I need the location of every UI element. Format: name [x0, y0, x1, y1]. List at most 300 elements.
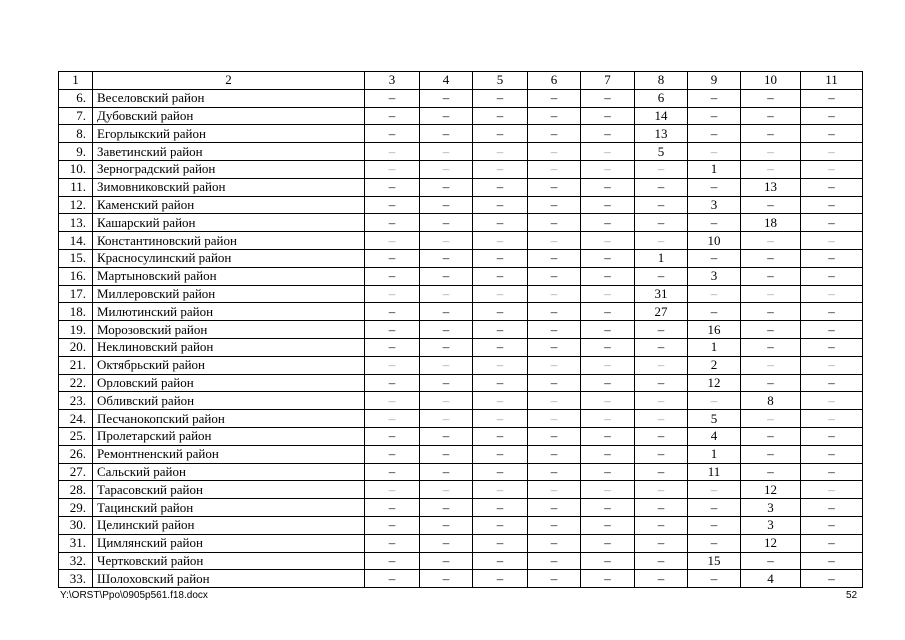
- table-row: [59, 427, 863, 445]
- district-name: Зерноградский район: [93, 160, 365, 178]
- value-cell: –: [473, 356, 528, 374]
- value-cell: –: [581, 499, 635, 517]
- value-cell: –: [473, 249, 528, 267]
- table-row: [59, 89, 863, 107]
- value-cell: –: [420, 374, 473, 392]
- district-name: Мартыновский район: [93, 267, 365, 285]
- value-cell: –: [365, 570, 420, 588]
- value-cell: –: [688, 125, 741, 143]
- value-cell: –: [741, 356, 801, 374]
- value-cell: –: [473, 196, 528, 214]
- value-cell: –: [528, 570, 581, 588]
- district-name: Пролетарский район: [93, 427, 365, 445]
- value-cell: –: [473, 534, 528, 552]
- value-cell: 4: [688, 427, 741, 445]
- district-name: Милютинский район: [93, 303, 365, 321]
- value-cell: –: [688, 499, 741, 517]
- value-cell: –: [581, 232, 635, 250]
- value-cell: –: [420, 427, 473, 445]
- table-row: [59, 143, 863, 161]
- value-cell: –: [581, 267, 635, 285]
- value-cell: –: [581, 374, 635, 392]
- value-cell: –: [688, 534, 741, 552]
- value-cell: –: [801, 481, 863, 499]
- table-row: [59, 125, 863, 143]
- district-name: Морозовский район: [93, 321, 365, 339]
- value-cell: –: [365, 125, 420, 143]
- value-cell: –: [365, 392, 420, 410]
- row-number: 18.: [59, 303, 93, 321]
- table-row: [59, 303, 863, 321]
- row-number: 9.: [59, 143, 93, 161]
- row-number: 16.: [59, 267, 93, 285]
- value-cell: –: [635, 267, 688, 285]
- value-cell: –: [635, 463, 688, 481]
- row-number: 22.: [59, 374, 93, 392]
- value-cell: –: [635, 534, 688, 552]
- row-number: 27.: [59, 463, 93, 481]
- value-cell: –: [741, 89, 801, 107]
- value-cell: –: [688, 214, 741, 232]
- value-cell: –: [528, 125, 581, 143]
- value-cell: –: [741, 445, 801, 463]
- value-cell: –: [420, 356, 473, 374]
- value-cell: 1: [688, 160, 741, 178]
- value-cell: –: [420, 463, 473, 481]
- table-body: [59, 72, 863, 588]
- value-cell: 1: [635, 249, 688, 267]
- value-cell: –: [473, 107, 528, 125]
- value-cell: –: [801, 249, 863, 267]
- value-cell: –: [420, 178, 473, 196]
- value-cell: –: [365, 534, 420, 552]
- value-cell: –: [741, 232, 801, 250]
- value-cell: –: [420, 570, 473, 588]
- table-row: [59, 267, 863, 285]
- value-cell: –: [635, 232, 688, 250]
- value-cell: –: [581, 570, 635, 588]
- table-row: [59, 481, 863, 499]
- value-cell: –: [420, 392, 473, 410]
- value-cell: –: [688, 249, 741, 267]
- value-cell: –: [741, 143, 801, 161]
- value-cell: –: [581, 249, 635, 267]
- row-number: 13.: [59, 214, 93, 232]
- district-name: Орловский район: [93, 374, 365, 392]
- table-row: [59, 196, 863, 214]
- table-row: [59, 499, 863, 517]
- district-name: Шолоховский район: [93, 570, 365, 588]
- value-cell: –: [473, 285, 528, 303]
- value-cell: –: [688, 481, 741, 499]
- table-row: [59, 552, 863, 570]
- value-cell: –: [420, 410, 473, 428]
- value-cell: –: [741, 321, 801, 339]
- value-cell: –: [365, 410, 420, 428]
- value-cell: –: [528, 374, 581, 392]
- value-cell: –: [473, 410, 528, 428]
- value-cell: –: [365, 321, 420, 339]
- value-cell: –: [528, 392, 581, 410]
- district-name: Октябрьский район: [93, 356, 365, 374]
- district-name: Целинский район: [93, 516, 365, 534]
- value-cell: –: [801, 570, 863, 588]
- value-cell: 27: [635, 303, 688, 321]
- value-cell: –: [365, 285, 420, 303]
- value-cell: –: [688, 107, 741, 125]
- column-header: 2: [93, 72, 365, 90]
- district-name: Тарасовский район: [93, 481, 365, 499]
- value-cell: 14: [635, 107, 688, 125]
- value-cell: –: [581, 338, 635, 356]
- value-cell: –: [581, 196, 635, 214]
- value-cell: –: [635, 410, 688, 428]
- value-cell: –: [528, 463, 581, 481]
- row-number: 8.: [59, 125, 93, 143]
- value-cell: –: [473, 89, 528, 107]
- value-cell: –: [581, 321, 635, 339]
- table-row: [59, 249, 863, 267]
- value-cell: –: [473, 516, 528, 534]
- district-name: Ремонтненский район: [93, 445, 365, 463]
- district-name: Зимовниковский район: [93, 178, 365, 196]
- row-number: 7.: [59, 107, 93, 125]
- value-cell: –: [801, 338, 863, 356]
- row-number: 24.: [59, 410, 93, 428]
- value-cell: –: [741, 267, 801, 285]
- value-cell: –: [420, 534, 473, 552]
- value-cell: –: [365, 178, 420, 196]
- value-cell: –: [528, 552, 581, 570]
- value-cell: –: [528, 160, 581, 178]
- value-cell: –: [741, 427, 801, 445]
- value-cell: –: [801, 143, 863, 161]
- value-cell: –: [365, 445, 420, 463]
- value-cell: –: [581, 303, 635, 321]
- table-row: [59, 178, 863, 196]
- column-header: 3: [365, 72, 420, 90]
- value-cell: –: [688, 303, 741, 321]
- value-cell: –: [365, 143, 420, 161]
- district-name: Чертковский район: [93, 552, 365, 570]
- value-cell: –: [581, 178, 635, 196]
- column-header: 1: [59, 72, 93, 90]
- table-row: [59, 516, 863, 534]
- table-row: [59, 534, 863, 552]
- value-cell: 3: [688, 196, 741, 214]
- value-cell: –: [365, 267, 420, 285]
- value-cell: –: [635, 321, 688, 339]
- row-number: 30.: [59, 516, 93, 534]
- district-name: Заветинский район: [93, 143, 365, 161]
- value-cell: –: [473, 481, 528, 499]
- district-name: Сальский район: [93, 463, 365, 481]
- value-cell: –: [581, 534, 635, 552]
- value-cell: 15: [688, 552, 741, 570]
- value-cell: 11: [688, 463, 741, 481]
- value-cell: –: [365, 338, 420, 356]
- district-table: [58, 71, 863, 588]
- table-row: [59, 570, 863, 588]
- value-cell: –: [365, 463, 420, 481]
- table-row: [59, 338, 863, 356]
- value-cell: –: [473, 178, 528, 196]
- value-cell: –: [365, 107, 420, 125]
- value-cell: –: [635, 196, 688, 214]
- value-cell: 5: [688, 410, 741, 428]
- district-name: Красносулинский район: [93, 249, 365, 267]
- value-cell: –: [473, 232, 528, 250]
- value-cell: –: [473, 552, 528, 570]
- value-cell: –: [420, 160, 473, 178]
- value-cell: –: [801, 303, 863, 321]
- row-number: 6.: [59, 89, 93, 107]
- value-cell: –: [801, 463, 863, 481]
- value-cell: –: [741, 285, 801, 303]
- row-number: 11.: [59, 178, 93, 196]
- value-cell: –: [801, 356, 863, 374]
- value-cell: –: [688, 285, 741, 303]
- value-cell: –: [635, 445, 688, 463]
- value-cell: 3: [741, 499, 801, 517]
- value-cell: –: [801, 427, 863, 445]
- value-cell: –: [801, 499, 863, 517]
- value-cell: –: [420, 552, 473, 570]
- value-cell: 13: [635, 125, 688, 143]
- value-cell: –: [473, 338, 528, 356]
- value-cell: –: [473, 160, 528, 178]
- value-cell: –: [420, 285, 473, 303]
- value-cell: –: [801, 534, 863, 552]
- district-name: Дубовский район: [93, 107, 365, 125]
- value-cell: –: [420, 445, 473, 463]
- table-row: [59, 356, 863, 374]
- value-cell: –: [581, 445, 635, 463]
- table-row: [59, 374, 863, 392]
- table-row: [59, 321, 863, 339]
- value-cell: –: [528, 214, 581, 232]
- page-number: 52: [846, 590, 858, 601]
- value-cell: 12: [741, 481, 801, 499]
- value-cell: –: [801, 410, 863, 428]
- value-cell: 16: [688, 321, 741, 339]
- value-cell: –: [801, 445, 863, 463]
- value-cell: –: [365, 214, 420, 232]
- value-cell: 12: [688, 374, 741, 392]
- value-cell: –: [473, 427, 528, 445]
- value-cell: –: [420, 249, 473, 267]
- value-cell: –: [801, 178, 863, 196]
- table-row: [59, 285, 863, 303]
- value-cell: –: [635, 499, 688, 517]
- value-cell: –: [420, 516, 473, 534]
- value-cell: –: [635, 552, 688, 570]
- value-cell: –: [741, 249, 801, 267]
- value-cell: 13: [741, 178, 801, 196]
- value-cell: 12: [741, 534, 801, 552]
- value-cell: –: [528, 427, 581, 445]
- value-cell: –: [741, 410, 801, 428]
- value-cell: –: [420, 107, 473, 125]
- table-row: [59, 214, 863, 232]
- value-cell: –: [581, 427, 635, 445]
- value-cell: –: [741, 160, 801, 178]
- value-cell: –: [473, 499, 528, 517]
- value-cell: –: [528, 89, 581, 107]
- value-cell: –: [581, 481, 635, 499]
- column-header: 9: [688, 72, 741, 90]
- value-cell: –: [365, 89, 420, 107]
- value-cell: –: [635, 160, 688, 178]
- column-header: 7: [581, 72, 635, 90]
- value-cell: –: [635, 214, 688, 232]
- value-cell: –: [581, 392, 635, 410]
- value-cell: –: [473, 321, 528, 339]
- table-row: [59, 392, 863, 410]
- value-cell: –: [581, 410, 635, 428]
- value-cell: –: [365, 356, 420, 374]
- value-cell: –: [420, 89, 473, 107]
- value-cell: –: [528, 410, 581, 428]
- value-cell: –: [581, 125, 635, 143]
- value-cell: –: [528, 516, 581, 534]
- value-cell: –: [741, 552, 801, 570]
- value-cell: –: [635, 338, 688, 356]
- district-name: Тацинский район: [93, 499, 365, 517]
- table-row: [59, 107, 863, 125]
- value-cell: –: [420, 499, 473, 517]
- value-cell: –: [635, 356, 688, 374]
- value-cell: 1: [688, 338, 741, 356]
- value-cell: –: [581, 285, 635, 303]
- district-name: Песчанокопский район: [93, 410, 365, 428]
- value-cell: –: [365, 232, 420, 250]
- value-cell: –: [420, 125, 473, 143]
- value-cell: 31: [635, 285, 688, 303]
- value-cell: –: [801, 89, 863, 107]
- value-cell: –: [528, 196, 581, 214]
- value-cell: –: [741, 196, 801, 214]
- value-cell: –: [581, 107, 635, 125]
- value-cell: –: [528, 321, 581, 339]
- value-cell: –: [365, 160, 420, 178]
- value-cell: –: [635, 392, 688, 410]
- district-name: Цимлянский район: [93, 534, 365, 552]
- row-number: 10.: [59, 160, 93, 178]
- value-cell: –: [741, 107, 801, 125]
- table-row: [59, 232, 863, 250]
- value-cell: –: [473, 143, 528, 161]
- value-cell: –: [528, 338, 581, 356]
- value-cell: –: [741, 374, 801, 392]
- value-cell: –: [365, 374, 420, 392]
- value-cell: –: [688, 392, 741, 410]
- value-cell: –: [365, 552, 420, 570]
- value-cell: –: [528, 107, 581, 125]
- value-cell: –: [528, 356, 581, 374]
- value-cell: –: [801, 125, 863, 143]
- value-cell: 18: [741, 214, 801, 232]
- footer-file-path: Y:\ORST\Ppo\0905p561.f18.docx: [60, 590, 208, 601]
- value-cell: –: [801, 214, 863, 232]
- value-cell: 1: [688, 445, 741, 463]
- value-cell: –: [801, 392, 863, 410]
- district-name: Неклиновский район: [93, 338, 365, 356]
- value-cell: 4: [741, 570, 801, 588]
- value-cell: –: [801, 516, 863, 534]
- value-cell: –: [581, 214, 635, 232]
- row-number: 28.: [59, 481, 93, 499]
- value-cell: –: [528, 143, 581, 161]
- row-number: 21.: [59, 356, 93, 374]
- district-name: Обливский район: [93, 392, 365, 410]
- row-number: 32.: [59, 552, 93, 570]
- value-cell: –: [581, 143, 635, 161]
- row-number: 12.: [59, 196, 93, 214]
- district-name: Константиновский район: [93, 232, 365, 250]
- value-cell: –: [365, 499, 420, 517]
- row-number: 31.: [59, 534, 93, 552]
- value-cell: –: [688, 143, 741, 161]
- value-cell: –: [528, 303, 581, 321]
- value-cell: –: [741, 463, 801, 481]
- value-cell: –: [528, 285, 581, 303]
- value-cell: –: [581, 89, 635, 107]
- row-number: 17.: [59, 285, 93, 303]
- value-cell: –: [635, 570, 688, 588]
- value-cell: –: [635, 427, 688, 445]
- value-cell: –: [688, 570, 741, 588]
- value-cell: 10: [688, 232, 741, 250]
- table-header-row: [59, 72, 863, 90]
- column-header: 4: [420, 72, 473, 90]
- value-cell: –: [420, 214, 473, 232]
- value-cell: –: [528, 267, 581, 285]
- value-cell: –: [741, 338, 801, 356]
- table-row: [59, 445, 863, 463]
- row-number: 19.: [59, 321, 93, 339]
- value-cell: –: [420, 338, 473, 356]
- value-cell: –: [635, 481, 688, 499]
- value-cell: –: [473, 463, 528, 481]
- value-cell: –: [801, 196, 863, 214]
- row-number: 29.: [59, 499, 93, 517]
- value-cell: –: [473, 125, 528, 143]
- value-cell: –: [801, 267, 863, 285]
- value-cell: –: [528, 232, 581, 250]
- value-cell: –: [635, 374, 688, 392]
- value-cell: –: [581, 516, 635, 534]
- value-cell: –: [801, 374, 863, 392]
- value-cell: –: [801, 232, 863, 250]
- value-cell: –: [581, 356, 635, 374]
- value-cell: –: [801, 160, 863, 178]
- value-cell: –: [581, 552, 635, 570]
- row-number: 14.: [59, 232, 93, 250]
- column-header: 11: [801, 72, 863, 90]
- value-cell: –: [635, 178, 688, 196]
- value-cell: –: [528, 499, 581, 517]
- value-cell: –: [365, 516, 420, 534]
- value-cell: –: [473, 445, 528, 463]
- table-row: [59, 410, 863, 428]
- value-cell: –: [365, 427, 420, 445]
- document-table-area: [58, 71, 863, 588]
- value-cell: –: [420, 321, 473, 339]
- value-cell: –: [581, 463, 635, 481]
- value-cell: –: [473, 214, 528, 232]
- value-cell: –: [473, 392, 528, 410]
